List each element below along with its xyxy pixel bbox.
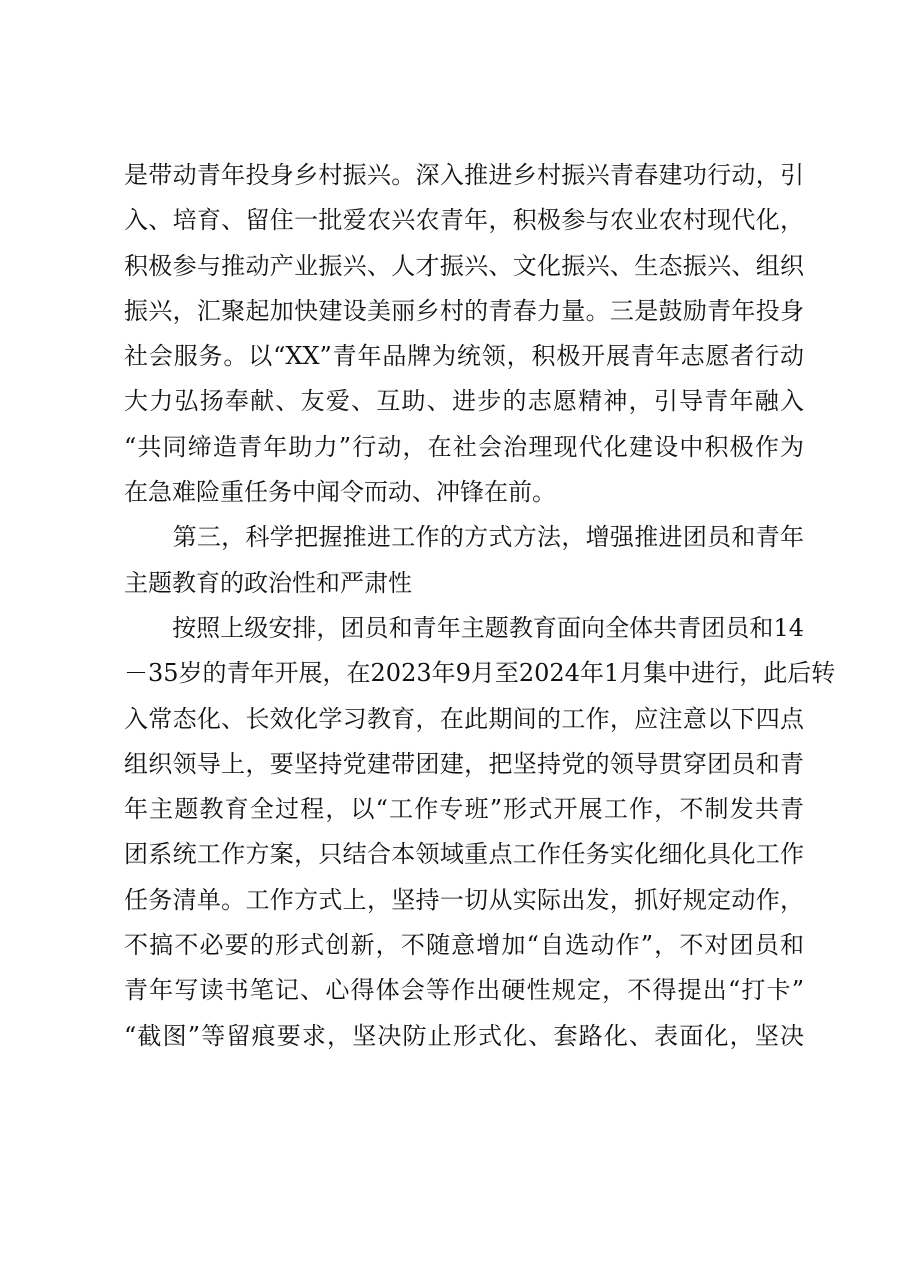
text-line: 积极参与推动产业振兴、人才振兴、文化振兴、生态振兴、组织 — [124, 251, 804, 280]
text-line: 任务清单。工作方式上，坚持一切从实际出发，抓好规定动作， — [124, 885, 804, 914]
text-line: 组织领导上，要坚持党建带团建，把坚持党的领导贯穿团员和青 — [124, 749, 804, 778]
text-line: 年主题教育全过程，以“工作专班”形式开展工作，不制发共青 — [124, 795, 804, 824]
text-line: －35岁的青年开展，在2023年9月至2024年1月集中进行，此后转 — [124, 659, 836, 688]
text-line: 青年写读书笔记、心得体会等作出硬性规定，不得提出“打卡” — [124, 976, 804, 1005]
text-line: 入、培育、留住一批爱农兴农青年，积极参与农业农村现代化， — [124, 206, 804, 235]
text-line: 振兴，汇聚起加快建设美丽乡村的青春力量。三是鼓励青年投身 — [124, 296, 804, 325]
text-line: 入常态化、长效化学习教育，在此期间的工作，应注意以下四点 — [124, 704, 804, 733]
text-line: 在急难险重任务中闻令而动、冲锋在前。 — [124, 478, 556, 507]
text-line: 按照上级安排，团员和青年主题教育面向全体共青团员和14 — [124, 613, 804, 642]
text-line: “截图”等留痕要求，坚决防止形式化、套路化、表面化，坚决 — [124, 1021, 804, 1050]
text-line: 主题教育的政治性和严肃性 — [124, 568, 412, 597]
text-line: 团系统工作方案，只结合本领域重点工作任务实化细化具化工作 — [124, 840, 804, 869]
text-line: 不搞不必要的形式创新，不随意增加“自选动作”，不对团员和 — [124, 931, 804, 960]
document-body — [124, 153, 836, 1059]
text-line: 社会服务。以“XX”青年品牌为统领，积极开展青年志愿者行动 — [124, 342, 804, 371]
text-line: “共同缔造青年助力”行动，在社会治理现代化建设中积极作为 — [124, 432, 804, 461]
text-line: 是带动青年投身乡村振兴。深入推进乡村振兴青春建功行动，引 — [124, 161, 804, 189]
text-line: 第三，科学把握推进工作的方式方法，增强推进团员和青年 — [124, 523, 804, 552]
text-line: 大力弘扬奉献、友爱、互助、进步的志愿精神，引导青年融入 — [124, 387, 804, 416]
